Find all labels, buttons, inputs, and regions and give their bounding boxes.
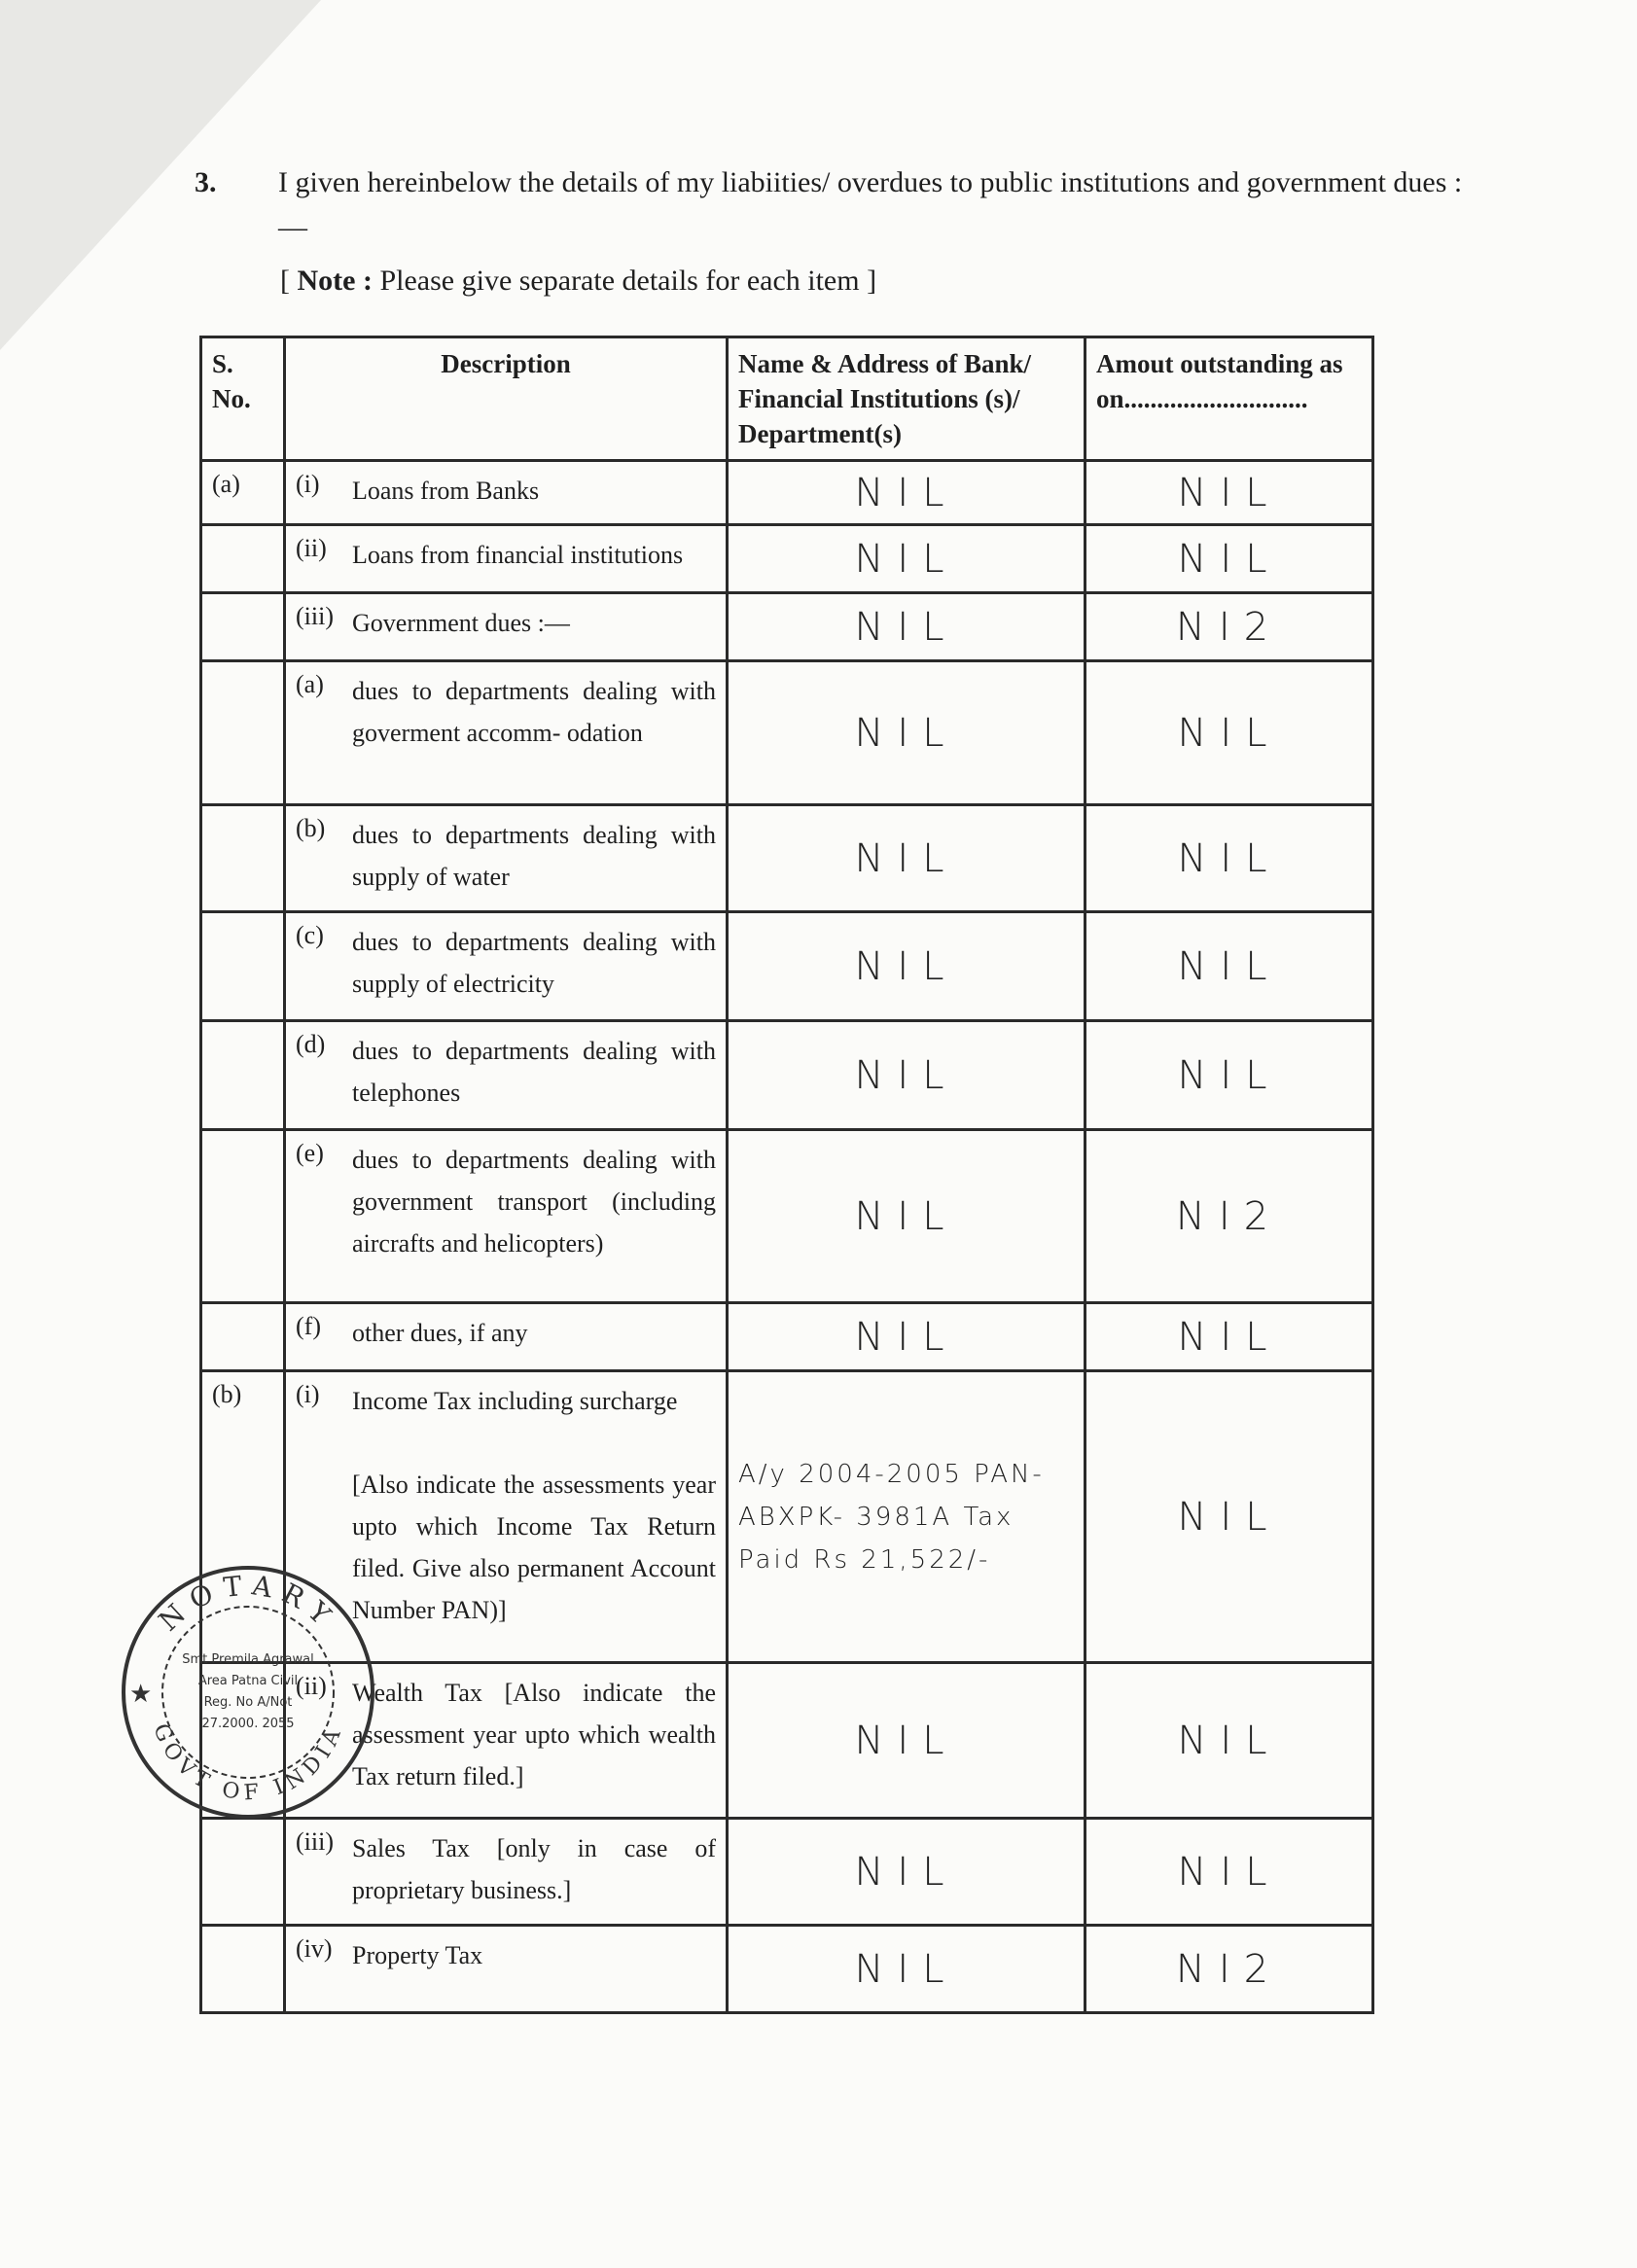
row-description-cell [285, 593, 728, 661]
table-row [201, 805, 1373, 912]
row-amount-value: NIL [1085, 912, 1373, 1021]
row-amount-value: NIL [1085, 1663, 1373, 1819]
row-bank-value: NIL [728, 1021, 1085, 1130]
row-amount-value: NIL [1085, 525, 1373, 593]
note-text: Please give separate details for each item ] [379, 265, 877, 297]
row-sno [201, 805, 285, 912]
row-sub-index: (d) [296, 1030, 326, 1058]
row-amount-value: NIL [1085, 661, 1373, 805]
row-amount-value: NIL [1085, 1021, 1373, 1130]
table-row [201, 661, 1373, 805]
row-description: dues to departments dealing with government transport (including aircrafts and helicopters) [352, 1146, 716, 1258]
row-sno [201, 661, 285, 805]
row-sno [201, 1303, 285, 1371]
row-amount-value: NIL [1085, 1819, 1373, 1926]
table-row [201, 1021, 1373, 1130]
row-description: Loans from Banks [352, 477, 540, 505]
row-description-cell [285, 805, 728, 912]
row-description: Wealth Tax [Also indicate the assessment year upto which wealth Tax return filed.] [352, 1679, 716, 1790]
row-sub-index: (iii) [296, 602, 334, 630]
row-description: Property Tax [352, 1941, 483, 1969]
row-description: other dues, if any [352, 1319, 528, 1347]
row-sno [201, 1021, 285, 1130]
row-bank-value: NIL [728, 1926, 1085, 2013]
row-sub-index: (i) [296, 470, 320, 498]
row-sno [201, 525, 285, 593]
stamp-line-3: Reg. No A/Not [203, 1695, 293, 1710]
row-description-cell [285, 525, 728, 593]
row-description-cell [285, 1303, 728, 1371]
svg-text:NOTARY [153, 1569, 344, 1638]
row-sub-index: (ii) [296, 534, 327, 562]
row-description-cell [285, 1021, 728, 1130]
row-sno [201, 1926, 285, 2013]
row-bank-value: NIL [728, 912, 1085, 1021]
stamp-line-2: Area Patna Civil [197, 1674, 299, 1688]
section-intro-text: I given hereinbelow the details of my liabiities/ overdues to public institutions and government dues :— [278, 166, 1463, 243]
header-amount: Amout outstanding as on............................ [1085, 337, 1373, 461]
note-label: Note : [297, 265, 373, 297]
row-bank-value: NIL [728, 525, 1085, 593]
row-amount-value: NIL [1085, 461, 1373, 525]
row-sno [201, 1819, 285, 1926]
row-sno [201, 593, 285, 661]
table-row [201, 1819, 1373, 1926]
row-bank-value: A/y 2004-2005 PAN- ABXPK- 3981A Tax Paid Rs 21,522/- [728, 1371, 1085, 1663]
row-sub-index: (ii) [296, 1672, 327, 1700]
table-row [201, 461, 1373, 525]
row-bank-value: NIL [728, 1303, 1085, 1371]
row-description: Sales Tax [only in case of proprietary business.] [352, 1834, 716, 1904]
row-sub-index: (c) [296, 921, 324, 949]
row-description: Government dues :— [352, 609, 570, 637]
row-description: dues to departments dealing with supply of water [352, 821, 716, 891]
row-description: Loans from financial institutions [352, 541, 684, 569]
row-bank-value: NIL [728, 805, 1085, 912]
table-row [201, 912, 1373, 1021]
row-description-cell [285, 1130, 728, 1303]
row-amount-value: NIL [1085, 1303, 1373, 1371]
row-bank-value: NIL [728, 1663, 1085, 1819]
row-sno [201, 912, 285, 1021]
row-amount-value: NI2 [1085, 1130, 1373, 1303]
header-sno: S. No. [201, 337, 285, 461]
stamp-top-text: NOTARY [152, 1569, 344, 1638]
table-row [201, 1130, 1373, 1303]
row-amount-value: NIL [1085, 805, 1373, 912]
header-bank: Name & Address of Bank/ Financial Institutions (s)/ Department(s) [728, 337, 1085, 461]
row-sub-index: (iii) [296, 1827, 334, 1856]
row-sno: (b) [201, 1371, 285, 1663]
row-description-cell [285, 1819, 728, 1926]
row-description: dues to departments dealing with goverment accomm- odation [352, 677, 716, 747]
note: [ Note : Please give separate details for each item ] [280, 265, 877, 297]
row-description-cell [285, 912, 728, 1021]
row-description-cell [285, 461, 728, 525]
row-description: dues to departments dealing with supply of electricity [352, 928, 716, 998]
row-amount-value: NI2 [1085, 593, 1373, 661]
stamp-line-1: Smt Premila Agrawal [182, 1652, 314, 1667]
row-bank-value: NIL [728, 1819, 1085, 1926]
row-sub-index: (i) [296, 1380, 320, 1408]
table-row [201, 593, 1373, 661]
row-amount-value: NI2 [1085, 1926, 1373, 2013]
row-sub-index: (b) [296, 814, 326, 842]
svg-text:GOVT OF INDIA [148, 1720, 348, 1805]
row-amount-value: NIL [1085, 1371, 1373, 1663]
header-description: Description [285, 337, 728, 461]
stamp-line-4: 27.2000. 2055 [201, 1717, 295, 1731]
row-sub-index: (f) [296, 1312, 321, 1340]
row-sub-index: (iv) [296, 1934, 333, 1963]
row-description: Income Tax including surcharge [352, 1387, 678, 1415]
row-description-cell [285, 661, 728, 805]
table-row [201, 525, 1373, 593]
row-sno: (a) [201, 461, 285, 525]
row-bank-value: NIL [728, 593, 1085, 661]
row-description-cell [285, 1926, 728, 2013]
row-bank-value: NIL [728, 661, 1085, 805]
table-row [201, 1303, 1373, 1371]
stamp-star-icon: ★ [129, 1680, 153, 1708]
row-sub-index: (e) [296, 1139, 324, 1167]
row-description-note: [Also indicate the assessments year upto which Income Tax Return filed. Give also permanent Account Number PAN)] [352, 1471, 716, 1624]
stamp-bottom-text: GOVT OF INDIA [148, 1720, 348, 1806]
row-sub-index: (a) [296, 670, 324, 698]
notary-stamp [112, 1556, 384, 1828]
row-sno [201, 1130, 285, 1303]
row-bank-value: NIL [728, 461, 1085, 525]
row-bank-value: NIL [728, 1130, 1085, 1303]
row-description: dues to departments dealing with telephones [352, 1037, 716, 1107]
table-header-row [201, 337, 1373, 461]
section-number: 3. [195, 166, 217, 198]
folded-corner [0, 0, 321, 350]
table-row [201, 1926, 1373, 2013]
